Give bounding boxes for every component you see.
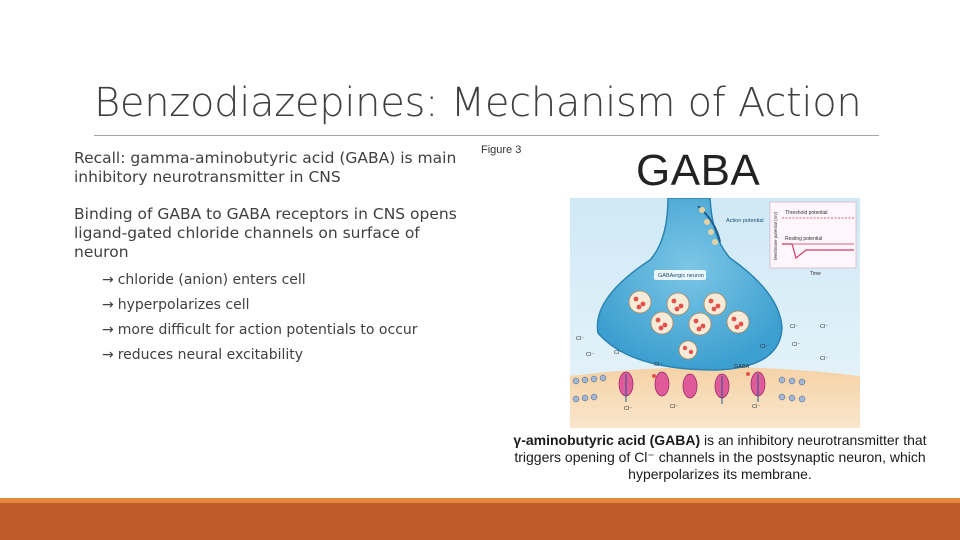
sub-bullet-text: chloride (anion) enters cell <box>117 272 306 288</box>
threshold-label: Threshold potential <box>785 210 828 216</box>
cl-label: Cl⁻ <box>586 352 595 358</box>
cl-label: Cl⁻ <box>790 324 799 330</box>
synapse-illustration <box>570 198 860 428</box>
footer-bar <box>0 503 960 540</box>
sub-bullet-text: hyperpolarizes cell <box>117 297 250 313</box>
membrane-potential-label: Membrane potential (mV) <box>773 211 778 260</box>
cl-label: Cl⁻ <box>654 362 663 368</box>
caption-bold: γ-aminobutyric acid (GABA) <box>513 432 701 448</box>
sub-bullet <box>102 297 474 314</box>
action-potential-label: Action potential <box>726 218 764 224</box>
title-divider <box>94 135 879 136</box>
postsynaptic-membrane <box>570 367 860 428</box>
bullet-recall: Recall: gamma-aminobutyric acid (GABA) is main inhibitory neurotransmitter in CNS <box>74 149 457 186</box>
sub-bullet-text: reduces neural excitability <box>117 347 304 363</box>
caption-text: is an inhibitory neurotransmitter that triggers opening of Cl⁻ channels in the postsynaptic neuron, which hyperpolarizes its membrane. <box>514 432 927 482</box>
gabaergic-label: GABAergic neuron <box>658 273 704 279</box>
bullet-list <box>74 149 474 372</box>
sub-bullet <box>102 272 474 289</box>
bullet-binding: Binding of GABA to GABA receptors in CNS opens ligand-gated chloride channels on surface of neuron <box>74 205 457 261</box>
cl-label: Cl⁻ <box>576 336 585 342</box>
cl-label: Cl⁻ <box>624 406 633 412</box>
sub-bullet <box>102 322 474 339</box>
cl-label: Cl⁻ <box>752 404 761 410</box>
figure-caption <box>500 432 940 483</box>
cl-label: Cl⁻ <box>670 404 679 410</box>
arrow-icon: → <box>102 297 114 313</box>
sub-bullet <box>102 347 474 364</box>
slide-title: Benzodiazepines: Mechanism of Action <box>94 80 862 126</box>
cl-label: Cl⁻ <box>792 342 801 348</box>
arrow-icon: → <box>102 347 114 363</box>
arrow-icon: → <box>102 322 114 338</box>
figure-heading: GABA <box>636 146 761 195</box>
gaba-molecule-label: GABA <box>734 364 750 370</box>
figure-label: Figure 3 <box>481 144 522 156</box>
sub-bullet-text: more difficult for action potentials to occur <box>117 322 418 338</box>
resting-label: Resting potential <box>785 236 823 242</box>
cl-label: Cl⁻ <box>820 324 829 330</box>
cl-label: Cl⁻ <box>820 356 829 362</box>
cl-label: Cl⁻ <box>614 350 623 356</box>
time-label: Time <box>810 271 821 277</box>
cl-label: Cl⁻ <box>760 344 769 350</box>
arrow-icon: → <box>102 272 114 288</box>
